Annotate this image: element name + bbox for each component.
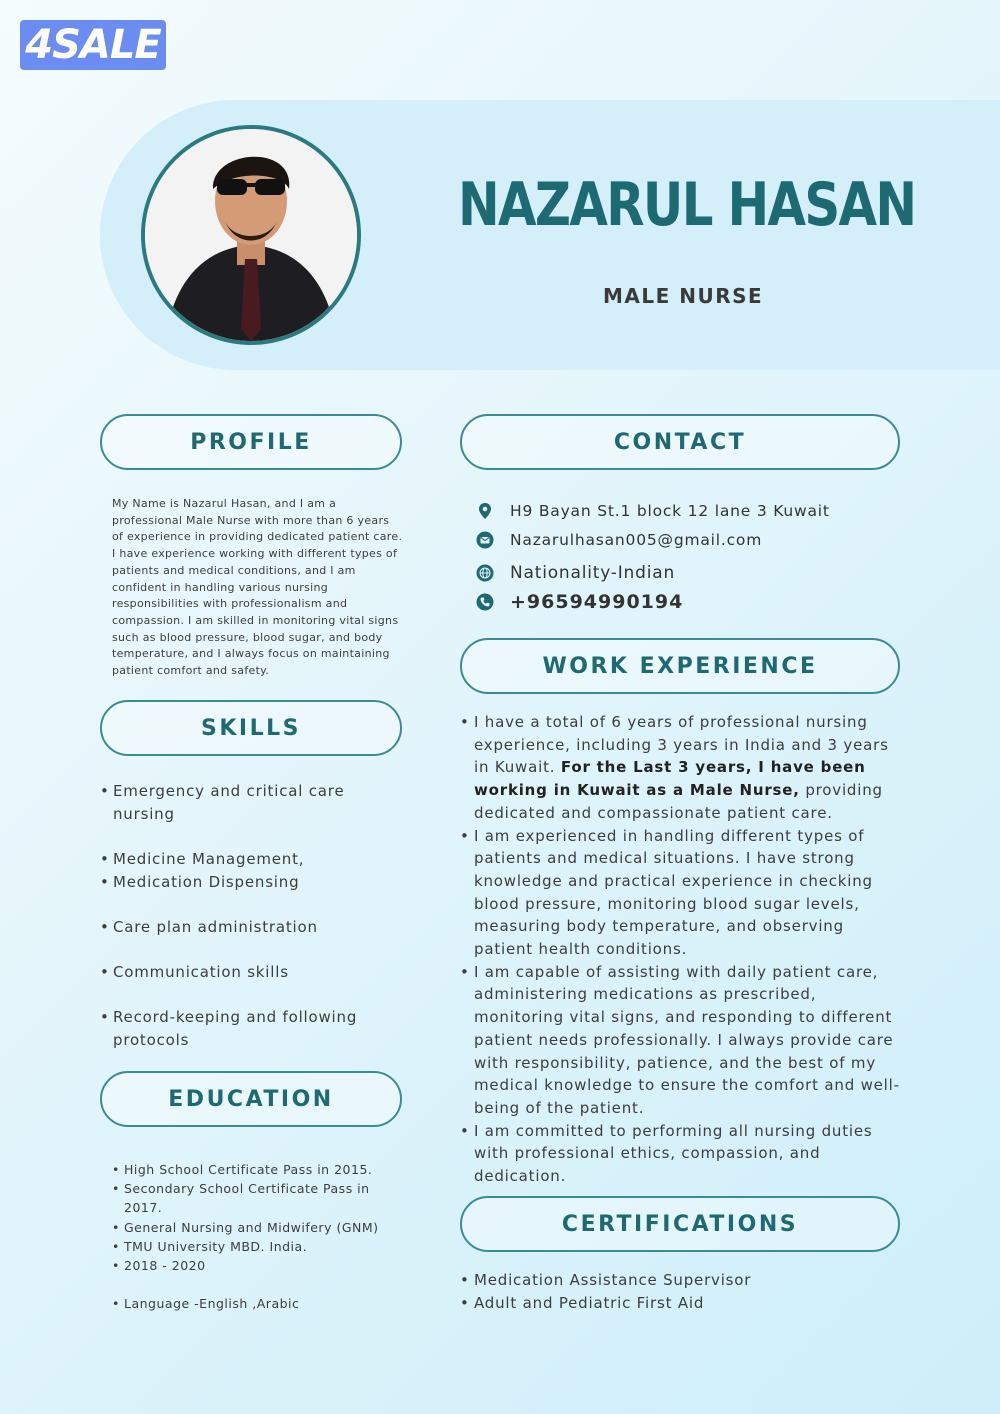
list-item: • Medication Assistance Supervisor <box>460 1269 900 1292</box>
watermark-logo: 4SALE <box>20 20 166 70</box>
globe-icon <box>476 564 494 582</box>
contact-heading: CONTACT <box>460 414 900 470</box>
skills-heading: SKILLS <box>100 700 402 756</box>
candidate-role: MALE NURSE <box>603 284 764 308</box>
contact-phone[interactable]: +96594990194 <box>510 590 684 613</box>
education-heading: EDUCATION <box>100 1071 402 1127</box>
list-item: • Communication skills <box>100 961 400 984</box>
list-item: • Record-keeping and following protocols <box>100 1006 400 1052</box>
list-item: • Emergency and critical care nursing <box>100 780 400 826</box>
contact-email[interactable]: Nazarulhasan005@gmail.com <box>510 530 763 549</box>
list-item: • Care plan administration <box>100 916 400 939</box>
contact-nationality: Nationality-Indian <box>510 562 676 583</box>
email-icon <box>476 531 494 549</box>
contact-nationality-row <box>476 558 896 587</box>
contact-phone-row <box>476 587 896 616</box>
list-item: • Language -English ,Arabic <box>112 1294 402 1313</box>
profile-photo <box>141 125 361 345</box>
list-item: • High School Certificate Pass in 2015. <box>112 1160 402 1179</box>
phone-icon <box>476 593 494 611</box>
contact-email-row <box>476 525 896 554</box>
work-item-1-tail: providing dedicated and compassionate patient care. <box>474 781 883 822</box>
list-item: • Secondary School Certificate Pass in 2017. <box>112 1179 402 1217</box>
list-item: • Medication Dispensing <box>100 871 400 894</box>
skills-list <box>100 780 400 1052</box>
list-item: • I am capable of assisting with daily patient care, administering medications as prescribed, monitoring vital signs, and responding to different patient needs professionally. I always provide care with responsibility, patience, and the best of my medical knowledge to ensure the comfort and well-being of the patient. <box>460 961 900 1120</box>
location-pin-icon <box>476 502 494 520</box>
list-item: • Medicine Management, <box>100 848 400 871</box>
work-item-1-bold: For the Last 3 years, I have been working in Kuwait as a Male Nurse, <box>474 758 866 800</box>
list-item: • I am experienced in handling different types of patients and medical situations. I have strong knowledge and practical experience in checking blood pressure, monitoring blood sugar levels, measuring body temperature, and observing patient health conditions. <box>460 825 900 961</box>
list-item: • I am committed to performing all nursing duties with professional ethics, compassion, and dedication. <box>460 1120 900 1188</box>
work-experience-heading: WORK EXPERIENCE <box>460 638 900 694</box>
list-item: • General Nursing and Midwifery (GNM) <box>112 1218 402 1237</box>
list-item: • TMU University MBD. India. <box>112 1237 402 1256</box>
candidate-name: NAZARUL HASAN <box>458 170 916 240</box>
work-item-1-text: I have a total of 6 years of professional nursing experience, including 3 years in India and 3 years in Kuwait. <box>474 713 889 777</box>
person-portrait-icon <box>145 129 357 341</box>
contact-list <box>476 496 896 616</box>
work-experience-list <box>460 711 900 1188</box>
certifications-list <box>460 1269 900 1315</box>
list-item: • Adult and Pediatric First Aid <box>460 1292 900 1315</box>
profile-heading: PROFILE <box>100 414 402 470</box>
contact-address-row <box>476 496 896 525</box>
contact-address: H9 Bayan St.1 block 12 lane 3 Kuwait <box>510 501 830 520</box>
certifications-heading: CERTIFICATIONS <box>460 1196 900 1252</box>
profile-text: My Name is Nazarul Hasan, and I am a professional Male Nurse with more than 6 years of experience in providing dedicated patient care. I have experience working with different types of patients and medical conditions, and I am confident in handling various nursing responsibilities with professionalism and compassion. I am skilled in monitoring vital signs such as blood pressure, blood sugar, and body temperature, and I always focus on maintaining patient comfort and safety. <box>112 497 403 678</box>
list-item: • 2018 - 2020 <box>112 1256 402 1275</box>
education-list <box>112 1160 402 1313</box>
list-item <box>460 711 900 825</box>
